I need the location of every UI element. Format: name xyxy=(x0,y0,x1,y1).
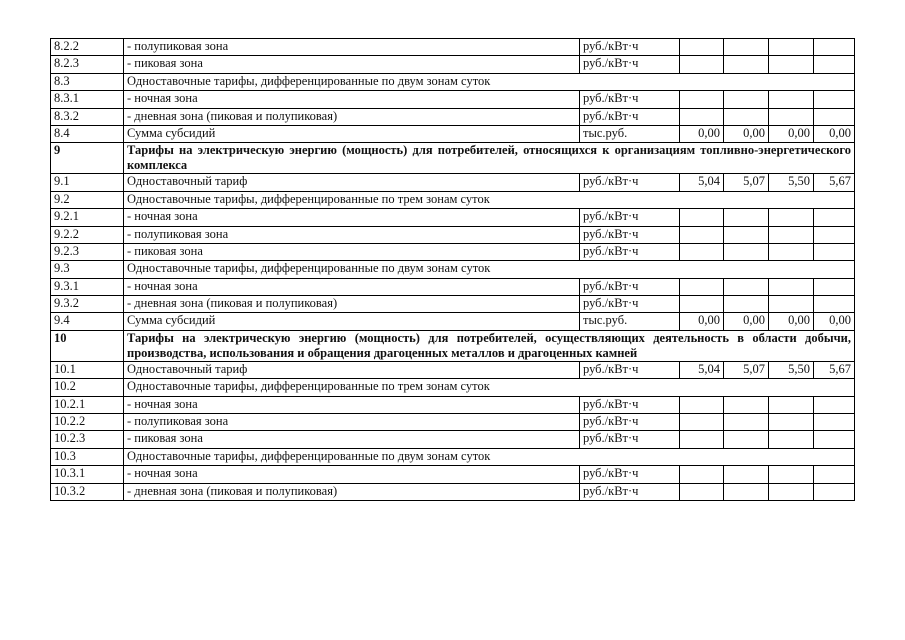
row-value: 0,00 xyxy=(769,125,814,142)
row-value: 5,50 xyxy=(769,174,814,191)
row-name: - полупиковая зона xyxy=(124,39,580,56)
row-unit: руб./кВт·ч xyxy=(580,278,680,295)
table-row xyxy=(51,243,855,260)
row-name: - пиковая зона xyxy=(124,243,580,260)
row-code: 10.3 xyxy=(51,448,124,465)
row-value xyxy=(814,466,855,483)
row-name: Сумма субсидий xyxy=(124,313,580,330)
row-value: 5,07 xyxy=(724,174,769,191)
row-code: 8.2.2 xyxy=(51,39,124,56)
row-value: 5,04 xyxy=(680,361,724,378)
section-code: 10 xyxy=(51,330,124,361)
row-code: 9.2.1 xyxy=(51,209,124,226)
row-code: 10.3.2 xyxy=(51,483,124,500)
row-value xyxy=(724,431,769,448)
row-value xyxy=(814,39,855,56)
row-code: 8.4 xyxy=(51,125,124,142)
row-value xyxy=(680,483,724,500)
row-value xyxy=(814,414,855,431)
row-value xyxy=(769,431,814,448)
row-value xyxy=(769,296,814,313)
row-value xyxy=(680,296,724,313)
row-code: 8.3 xyxy=(51,73,124,90)
row-name: - ночная зона xyxy=(124,466,580,483)
table-row xyxy=(51,39,855,56)
row-value xyxy=(814,226,855,243)
row-value: 5,67 xyxy=(814,174,855,191)
row-value xyxy=(769,209,814,226)
row-code: 10.2.2 xyxy=(51,414,124,431)
row-value xyxy=(814,396,855,413)
row-unit: руб./кВт·ч xyxy=(580,483,680,500)
row-value xyxy=(724,483,769,500)
table-row xyxy=(51,396,855,413)
row-value: 0,00 xyxy=(724,313,769,330)
row-name: - пиковая зона xyxy=(124,56,580,73)
table-row xyxy=(51,278,855,295)
row-value: 0,00 xyxy=(680,125,724,142)
row-value xyxy=(769,108,814,125)
row-value xyxy=(814,209,855,226)
row-code: 9.3 xyxy=(51,261,124,278)
row-value xyxy=(724,209,769,226)
section-title: Тарифы на электрическую энергию (мощность) для потребителей, осуществляющих деятельность в области добычи, производства, использования и обращения драгоценных металлов и драгоценных камней xyxy=(124,330,855,361)
row-value xyxy=(769,483,814,500)
row-value xyxy=(769,396,814,413)
table-row xyxy=(51,108,855,125)
row-value xyxy=(814,243,855,260)
row-code: 10.2.3 xyxy=(51,431,124,448)
section-title: Тарифы на электрическую энергию (мощность) для потребителей, относящихся к организациям топливно-энергетического комплекса xyxy=(124,143,855,174)
table-row xyxy=(51,56,855,73)
row-code: 10.3.1 xyxy=(51,466,124,483)
table-row xyxy=(51,431,855,448)
row-code: 9.4 xyxy=(51,313,124,330)
table-row xyxy=(51,125,855,142)
section-header-row xyxy=(51,330,855,361)
row-unit: руб./кВт·ч xyxy=(580,39,680,56)
row-name: - дневная зона (пиковая и полупиковая) xyxy=(124,483,580,500)
row-value: 0,00 xyxy=(724,125,769,142)
row-name: - ночная зона xyxy=(124,396,580,413)
row-code: 10.2.1 xyxy=(51,396,124,413)
table-row xyxy=(51,361,855,378)
row-name: - дневная зона (пиковая и полупиковая) xyxy=(124,296,580,313)
row-value xyxy=(769,56,814,73)
row-value xyxy=(724,296,769,313)
row-value: 0,00 xyxy=(814,313,855,330)
row-value xyxy=(724,226,769,243)
row-value: 0,00 xyxy=(769,313,814,330)
row-value xyxy=(724,91,769,108)
row-code: 8.2.3 xyxy=(51,56,124,73)
table-row xyxy=(51,91,855,108)
row-value xyxy=(814,56,855,73)
row-value: 5,07 xyxy=(724,361,769,378)
group-title: Одноставочные тарифы, дифференцированные по трем зонам суток xyxy=(124,191,855,208)
row-value xyxy=(769,39,814,56)
row-value: 0,00 xyxy=(680,313,724,330)
group-title: Одноставочные тарифы, дифференцированные по двум зонам суток xyxy=(124,448,855,465)
row-code: 9.1 xyxy=(51,174,124,191)
table-row xyxy=(51,296,855,313)
row-name: - полупиковая зона xyxy=(124,226,580,243)
row-value xyxy=(814,91,855,108)
row-value xyxy=(724,108,769,125)
table-row xyxy=(51,414,855,431)
row-value xyxy=(680,278,724,295)
row-unit: руб./кВт·ч xyxy=(580,361,680,378)
row-name: Одноставочный тариф xyxy=(124,174,580,191)
group-header-row xyxy=(51,73,855,90)
group-header-row xyxy=(51,379,855,396)
row-value xyxy=(769,278,814,295)
row-value xyxy=(814,296,855,313)
row-unit: руб./кВт·ч xyxy=(580,91,680,108)
row-value xyxy=(769,243,814,260)
row-code: 10.2 xyxy=(51,379,124,396)
row-code: 9.3.2 xyxy=(51,296,124,313)
row-code: 9.2 xyxy=(51,191,124,208)
row-value xyxy=(814,108,855,125)
group-title: Одноставочные тарифы, дифференцированные по двум зонам суток xyxy=(124,261,855,278)
row-unit: руб./кВт·ч xyxy=(580,414,680,431)
row-value xyxy=(680,39,724,56)
table-row xyxy=(51,483,855,500)
row-unit: руб./кВт·ч xyxy=(580,56,680,73)
row-unit: руб./кВт·ч xyxy=(580,108,680,125)
row-unit: тыс.руб. xyxy=(580,313,680,330)
group-title: Одноставочные тарифы, дифференцированные по двум зонам суток xyxy=(124,73,855,90)
row-value xyxy=(769,226,814,243)
row-name: - дневная зона (пиковая и полупиковая) xyxy=(124,108,580,125)
row-unit: руб./кВт·ч xyxy=(580,466,680,483)
row-name: - ночная зона xyxy=(124,209,580,226)
row-value xyxy=(680,431,724,448)
row-value xyxy=(680,414,724,431)
table-row xyxy=(51,466,855,483)
row-value: 5,50 xyxy=(769,361,814,378)
row-value xyxy=(814,431,855,448)
row-value xyxy=(680,56,724,73)
row-value xyxy=(680,396,724,413)
row-unit: руб./кВт·ч xyxy=(580,209,680,226)
row-code: 9.2.2 xyxy=(51,226,124,243)
row-value xyxy=(724,278,769,295)
group-header-row xyxy=(51,191,855,208)
row-unit: руб./кВт·ч xyxy=(580,243,680,260)
table-row xyxy=(51,209,855,226)
row-value xyxy=(680,466,724,483)
row-unit: руб./кВт·ч xyxy=(580,174,680,191)
row-code: 10.1 xyxy=(51,361,124,378)
row-value: 0,00 xyxy=(814,125,855,142)
row-value xyxy=(680,91,724,108)
row-value xyxy=(724,396,769,413)
row-value: 5,04 xyxy=(680,174,724,191)
table-row xyxy=(51,313,855,330)
row-name: - пиковая зона xyxy=(124,431,580,448)
section-code: 9 xyxy=(51,143,124,174)
group-title: Одноставочные тарифы, дифференцированные по трем зонам суток xyxy=(124,379,855,396)
section-header-row xyxy=(51,143,855,174)
row-value xyxy=(814,278,855,295)
row-value xyxy=(769,91,814,108)
table-row xyxy=(51,226,855,243)
row-unit: тыс.руб. xyxy=(580,125,680,142)
tariff-table-body xyxy=(51,39,855,501)
row-value xyxy=(724,243,769,260)
table-row xyxy=(51,174,855,191)
row-value xyxy=(814,483,855,500)
row-value xyxy=(724,414,769,431)
group-header-row xyxy=(51,261,855,278)
row-value xyxy=(769,414,814,431)
row-value xyxy=(769,466,814,483)
row-unit: руб./кВт·ч xyxy=(580,431,680,448)
row-code: 8.3.2 xyxy=(51,108,124,125)
row-name: - полупиковая зона xyxy=(124,414,580,431)
tariff-table xyxy=(50,38,855,501)
row-unit: руб./кВт·ч xyxy=(580,296,680,313)
row-value xyxy=(680,243,724,260)
row-code: 9.3.1 xyxy=(51,278,124,295)
row-code: 8.3.1 xyxy=(51,91,124,108)
row-unit: руб./кВт·ч xyxy=(580,226,680,243)
row-value xyxy=(680,108,724,125)
row-value xyxy=(680,209,724,226)
row-value: 5,67 xyxy=(814,361,855,378)
row-value xyxy=(724,466,769,483)
row-name: Сумма субсидий xyxy=(124,125,580,142)
row-value xyxy=(724,39,769,56)
row-code: 9.2.3 xyxy=(51,243,124,260)
row-value xyxy=(680,226,724,243)
row-value xyxy=(724,56,769,73)
row-name: - ночная зона xyxy=(124,91,580,108)
row-name: Одноставочный тариф xyxy=(124,361,580,378)
group-header-row xyxy=(51,448,855,465)
row-name: - ночная зона xyxy=(124,278,580,295)
row-unit: руб./кВт·ч xyxy=(580,396,680,413)
